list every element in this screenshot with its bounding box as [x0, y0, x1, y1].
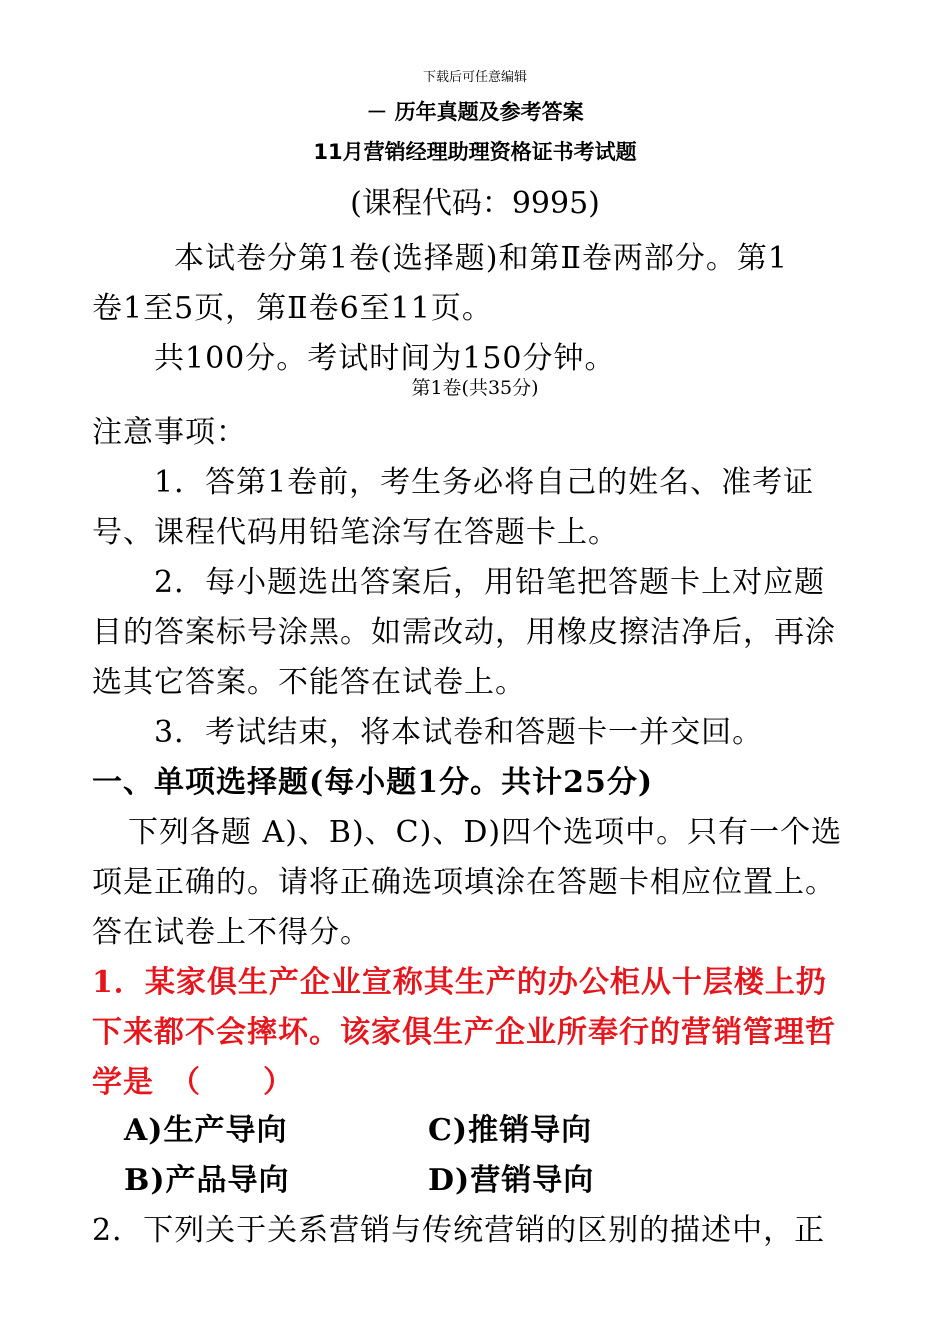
intro-line-1: 本试卷分第1卷(选择题)和第Ⅱ卷两部分。第1: [174, 241, 788, 276]
section-1-heading: 一、单项选择题(每小题1分。共计25分): [92, 765, 654, 800]
volume-heading: 第1卷(共35分): [411, 377, 539, 399]
question-1-option-a: A)生产导向: [124, 1113, 288, 1148]
subtitle: － 历年真题及参考答案: [366, 100, 584, 124]
intro-line-2: 卷1至5页，第Ⅱ卷6至11页。: [92, 291, 493, 326]
notice-item-2-line-2: 目的答案标号涂黑。如需改动，用橡皮擦洁净后，再涂: [92, 615, 836, 650]
download-note: 下载后可任意编辑: [422, 70, 527, 85]
question-2-line-1: 2．下列关于关系营销与传统营销的区别的描述中，正: [92, 1213, 826, 1248]
question-1-line-1: 1．某家俱生产企业宣称其生产的办公柜从十层楼上扔: [92, 965, 827, 1000]
question-1-option-b: B)产品导向: [124, 1163, 290, 1198]
question-1-option-d: D)营销导向: [428, 1163, 595, 1198]
notice-item-3: 3．考试结束，将本试卷和答题卡一并交回。: [154, 715, 764, 750]
section-1-instruction-line-3: 答在试卷上不得分。: [92, 915, 371, 950]
exam-title: 11月营销经理助理资格证书考试题: [313, 140, 637, 164]
section-1-instruction-line-1: 下列各题 A)、B)、C)、D)四个选项中。只有一个选: [128, 815, 843, 850]
notice-item-2-line-3: 选其它答案。不能答在试卷上。: [92, 665, 526, 700]
question-1-option-c: C)推销导向: [428, 1113, 593, 1148]
intro-line-3: 共100分。考试时间为150分钟。: [154, 341, 616, 376]
notice-item-2-line-1: 2．每小题选出答案后，用铅笔把答题卡上对应题: [154, 565, 826, 600]
notice-item-1-line-1: 1．答第1卷前，考生务必将自己的姓名、准考证: [154, 465, 815, 500]
section-1-instruction-line-2: 项是正确的。请将正确选项填涂在答题卡相应位置上。: [92, 865, 836, 900]
notice-item-1-line-2: 号、课程代码用铅笔涂写在答题卡上。: [92, 515, 619, 550]
question-1-line-3: 学是 （ ）: [92, 1065, 294, 1100]
course-code: (课程代码：9995): [350, 186, 600, 221]
question-1-line-2: 下来都不会摔坏。该家俱生产企业所奉行的营销管理哲: [92, 1015, 836, 1050]
notice-heading: 注意事项：: [92, 415, 247, 450]
